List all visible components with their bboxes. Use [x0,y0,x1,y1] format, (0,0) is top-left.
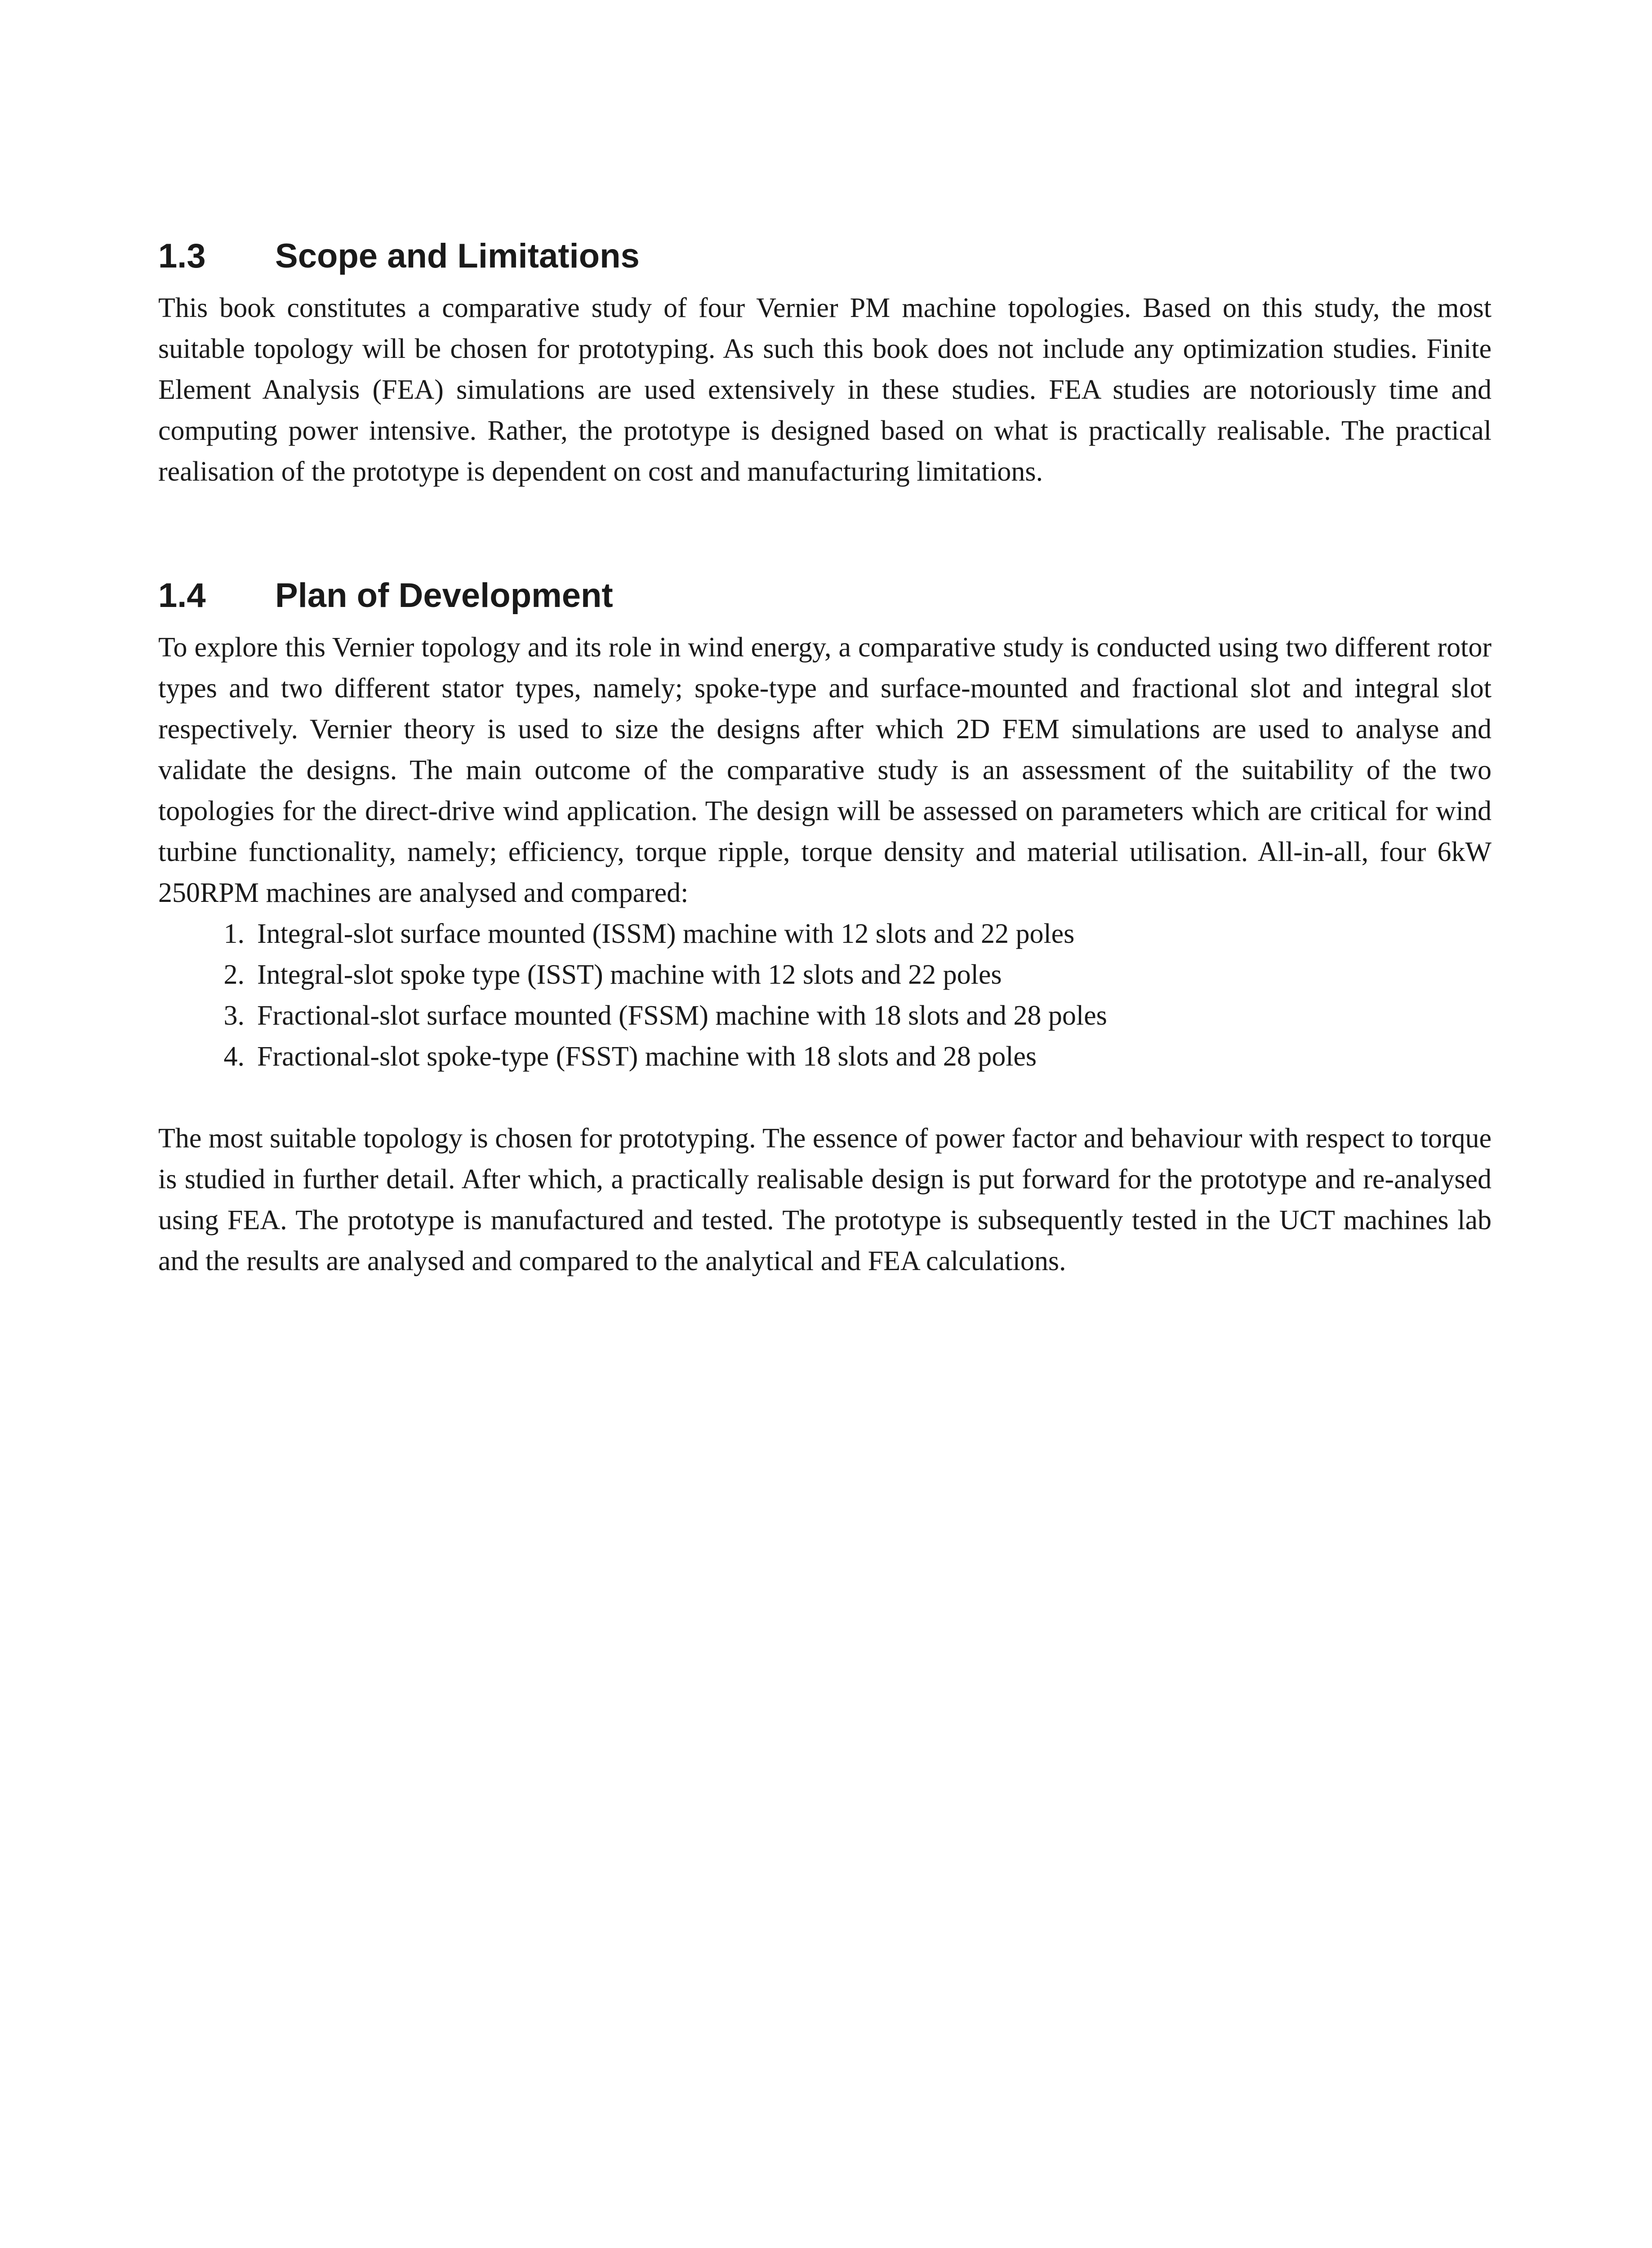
section-heading-scope [158,234,1492,279]
list-item [158,1036,1492,1077]
list-text: Fractional-slot spoke-type (FSST) machine with 18 slots and 28 poles [257,1041,1037,1072]
list-item [158,914,1492,955]
list-number: 2. [223,959,245,990]
list-item [158,955,1492,995]
paragraph-spacer [158,1077,1492,1118]
page-content [158,234,1492,1282]
list-number: 3. [223,1000,245,1031]
list-text: Integral-slot surface mounted (ISSM) machine with 12 slots and 22 poles [257,919,1075,949]
section-heading-plan [158,573,1492,618]
section-spacer [158,492,1492,573]
machine-list [158,914,1492,1077]
list-text: Fractional-slot surface mounted (FSSM) machine with 18 slots and 28 poles [257,1000,1107,1031]
section-title: Scope and Limitations [275,237,640,275]
scope-paragraph: This book constitutes a comparative study of four Vernier PM machine topologies. Based on this study, the most suitable topology will be chosen for prototyping. As such this book does not include any optimization studies. Finite Element Analysis (FEA) simulations are used extensively in these studies. FEA studies are notoriously time and computing power intensive. Rather, the prototype is designed based on what is practically realisable. The practical realisation of the prototype is dependent on cost and manufacturing limitations. [158,293,1492,487]
list-number: 4. [223,1041,245,1072]
section-number: 1.4 [158,576,206,615]
section-title: Plan of Development [275,576,613,615]
list-number: 1. [223,919,245,949]
section-number: 1.3 [158,237,206,275]
list-text: Integral-slot spoke type (ISST) machine with 12 slots and 22 poles [257,959,1002,990]
plan-intro-paragraph: To explore this Vernier topology and its role in wind energy, a comparative study is conducted using two different rotor types and two different stator types, namely; spoke-type and surface-mounted and fractional slot and integral slot respectively. Vernier theory is used to size the designs after which 2D FEM simulations are used to analyse and validate the designs. The main outcome of the comparative study is an assessment of the suitability of the two topologies for the direct-drive wind application. The design will be assessed on parameters which are critical for wind turbine functionality, namely; efficiency, torque ripple, torque density and material utilisation. All-in-all, four 6kW 250RPM machines are analysed and compared: [158,632,1492,908]
list-item [158,995,1492,1036]
plan-outro-paragraph: The most suitable topology is chosen for prototyping. The essence of power factor and behaviour with respect to torque is studied in further detail. After which, a practically realisable design is put forward for the prototype and re-analysed using FEA. The prototype is manufactured and tested. The prototype is subsequently tested in the UCT machines lab and the results are analysed and compared to the analytical and FEA calculations. [158,1123,1492,1276]
